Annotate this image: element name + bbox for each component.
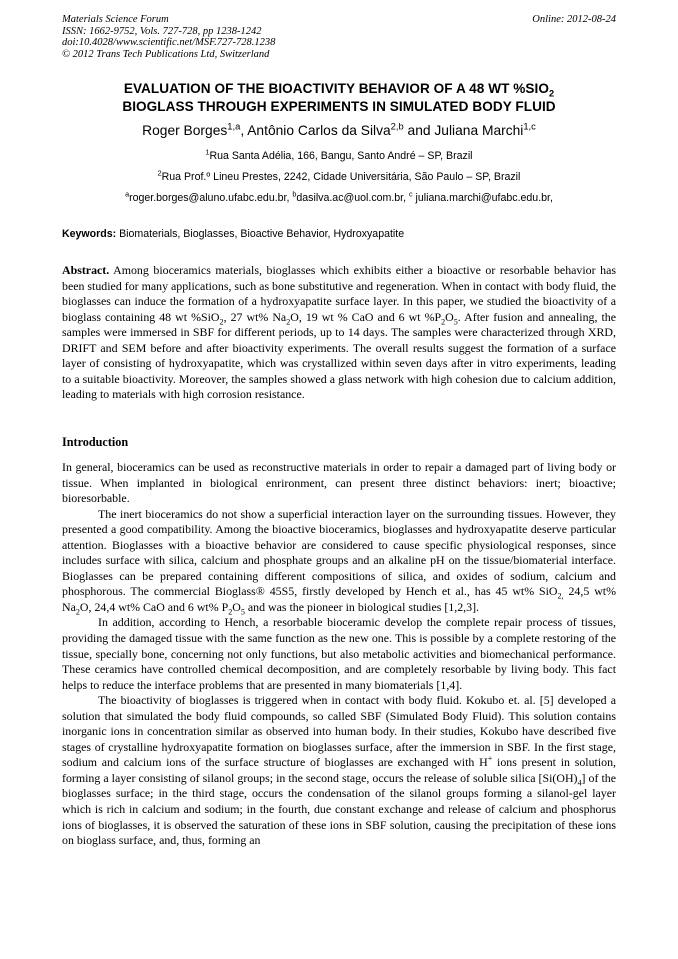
journal-header [62,14,616,60]
intro-paragraph-3: In addition, according to Hench, a resorbable bioceramic develop the complete repair process of tissues, providing the damaged tissue with the same function as the new one. This is possible by a complete restoring of the tissue, specially bone, concerning not only functions, but also metabolic activities and biomechanical performance. These ceramics have controlled chemical decomposition, and are completely resorbable by living body. This fact helps to reduce the interface problems that are presented in many biomaterials [1,4]. [62,615,616,692]
email-silva[interactable]: dasilva.ac@uol.com.br, [296,192,410,204]
author-marchi: Juliana Marchi [434,123,524,138]
author-list: Roger Borges$^{1,a}$, Antônio Carlos da Silva$^{2,b}$ and Juliana Marchi$^{1,c}$ [142,121,536,138]
abstract: Abstract. Among bioceramics materials, bioglasses which exhibits either a bioactive or resorbable behavior has been studied for many applications, such as bone substitutive and regeneration. When in contact with body fluid, the bioglasses can induce the formation of a hydroxyapatite surface layer. In this paper, we studied the bioactivity of a bioglass containing 48 wt %SiO$_2$, 27 wt% $Na_2O$, 19 wt % CaO and 6 wt $\%P_2O_5$. After fusion and annealing, the samples were immersed in SBF for different periods, up to 14 days. The samples were characterized through XRD, DRIFT and SEM before and after bioactivity experiments. The overall results suggest the formation of a surface layer of consisting of hydroxyapatite, which was crystallized within seven days after in vitro experiments, leading to a suitable bioactivity. Moreover, the samples showed a glass network with high cohesion due to calcium addition, leading to materials with high corrosion resistance. [62,263,616,402]
title-line-2: BIOGLASS THROUGH EXPERIMENTS IN SIMULATED BODY FLUID [122,99,556,114]
abstract-label: Abstract. [62,263,110,277]
keywords [62,227,616,241]
keywords-label: Keywords: [62,228,117,240]
issn-pages: ISSN: 1662-9752, Vols. 727-728, pp 1238-1242 [62,25,262,37]
author-emails: $^a$roger.borges@aluno.ufabc.edu.br, $^b$dasilva.ac@uol.com.br, $^c$ juliana.marchi@ufabc.edu.br, [125,189,553,204]
email-borges[interactable]: roger.borges@aluno.ufabc.edu.br, [129,192,293,204]
keywords-text: Biomaterials, Bioglasses, Bioactive Behavior, Hydroxyapatite [116,228,405,240]
copyright-line: © 2012 Trans Tech Publications Ltd, Switzerland [62,48,270,60]
journal-name: Materials Science Forum [62,14,169,25]
title-line-1: EVALUATION OF THE BIOACTIVITY BEHAVIOR OF A 48 WT $\%SIO_2$ [123,81,555,99]
author-borges: Roger Borges [142,123,228,138]
affiliation-1: $^1$Rua Santa Adélia, 166, Bangu, Santo André – SP, Brazil [205,147,473,162]
introduction-body [62,460,616,849]
intro-paragraph-4: The bioactivity of bioglasses is triggered when in contact with body fluid. Kokubo et. al. [5] developed a solution that simulated the body fluid compounds, so called SBF (Simulated Body Fluid). This solution contains inorganic ions in concentration similar as observed into human body. In their studies, Kokubo have described five stages of crystalline hydroxyapatite formation on bioglasses surface, after the immersion in SBF. In the first stage, sodium and calcium ions of the surface structure of bioglasses are exchanged with H+ ions present in solution, forming a layer consisting of silanol groups; in the second stage, occurs the release of soluble silica $[Si(OH)_4]$ of the bioglasses surface; in the third stage, occurs the condensation of the silanol groups forming a silanol-gel layer which is rich in calcium and sodium; in the fourth, due constant exchange and release of calcium and phosphorus ions of bioglasses, it is observed the saturation of these ions in SBF solution, causing the precipitation of these ions on bioglass surface, and, thus, forming an [62,693,617,848]
author-silva: Antônio Carlos da Silva [247,123,391,138]
email-marchi[interactable]: juliana.marchi@ufabc.edu.br, [412,192,553,204]
intro-paragraph-2: The inert bioceramics do not show a superficial interaction layer on the surrounding tissues. However, they presented a good compatibility. Among the bioactive bioceramics, bioglasses and hydroxyapatite deserve particular attention. Bioglasses with a bioactive behavior are considered to cause specific physiological responses, since includes surface with silica, calcium and phosphate groups and an alkaline pH on the tissue/biomaterial interface. Bioglasses can be prepared containing different compositions of silica, and oxides of sodium, calcium and phosphorous. The commercial Bioglass® 45S5, firstly developed by Hench et al., has 45 wt% SiO$_{2,}$ 24,5 wt% $Na_2O$, 24,4 wt% CaO and 6 wt% $P_2O_5$ and was the pioneer in biological studies [1,2,3]. [62,506,616,617]
introduction-heading: Introduction [62,435,129,449]
online-date: Online: 2012-08-24 [532,14,616,25]
affiliation-2: $^2$Rua Prof.º Lineu Prestes, 2242, Cidade Universitária, São Paulo – SP, Brazil [157,168,521,183]
doi-line[interactable]: doi:10.4028/www.scientific.net/MSF.727-728.1238 [62,37,276,48]
paper-title [62,80,616,116]
intro-paragraph-1: In general, bioceramics can be used as reconstructive materials in order to repair a damaged part of living body or tissue. When implanted in biological enrironment, can present three distinct behaviors: inert; bioactive; bioresorbable. [62,460,616,506]
